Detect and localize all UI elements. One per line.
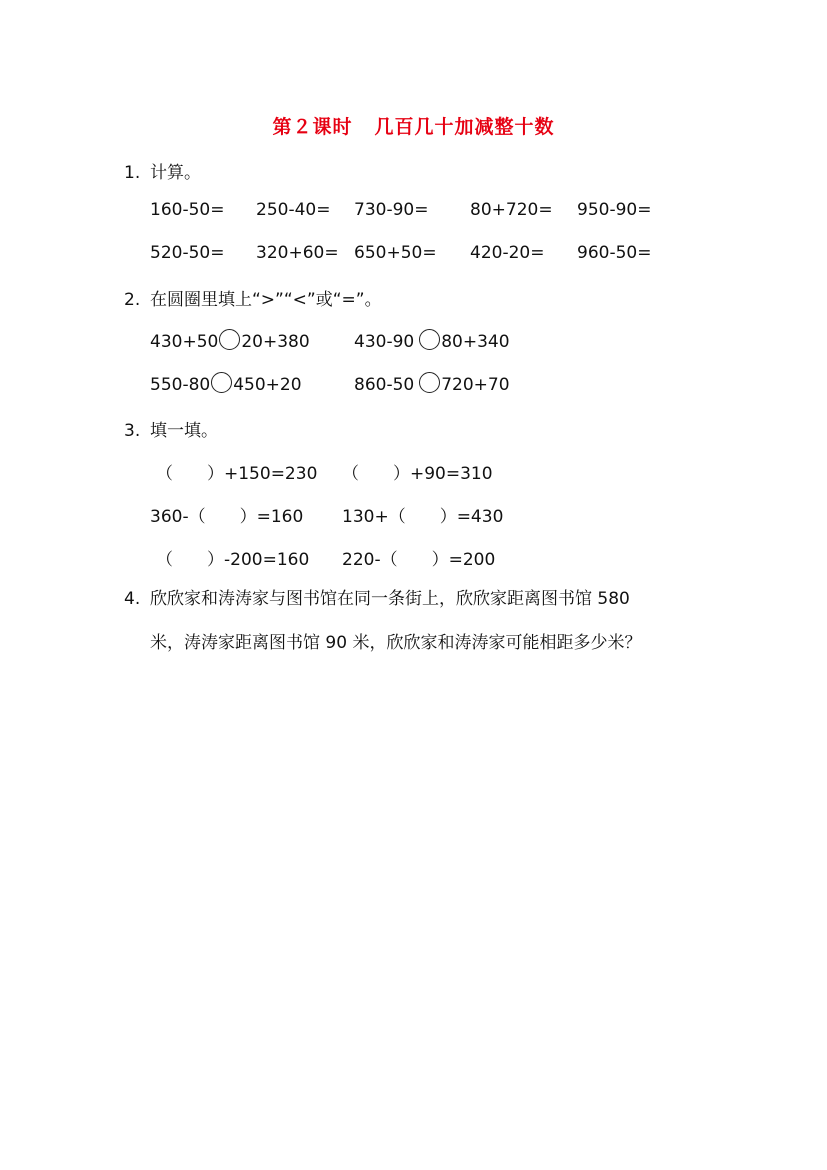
- compare-left: 860-50: [354, 375, 415, 395]
- calc-item: 250-40=: [256, 200, 331, 220]
- answer-circle[interactable]: [219, 329, 240, 350]
- question-1-heading: [124, 158, 201, 183]
- question-4: [124, 577, 724, 665]
- word-problem-line-1: 欣欣家和涛涛家与图书馆在同一条街上，欣欣家距离图书馆 580: [150, 589, 630, 609]
- calc-item: 320+60=: [256, 243, 339, 263]
- answer-circle[interactable]: [211, 372, 232, 393]
- question-number: 1.: [124, 163, 141, 183]
- answer-circle[interactable]: [419, 372, 440, 393]
- compare-item: [354, 329, 510, 352]
- question-number: 2.: [124, 290, 141, 310]
- compare-item: [354, 372, 510, 395]
- fill-blank-item[interactable]: （ ）+150=230: [156, 464, 318, 484]
- compare-row-2: [150, 372, 770, 396]
- question-text: 计算。: [150, 163, 201, 183]
- compare-item: [150, 372, 302, 395]
- calc-row-1: [150, 200, 770, 224]
- fill-row-2: [150, 502, 770, 526]
- lesson-topic: 几百几十加减整十数: [374, 116, 555, 138]
- page-title: [0, 112, 827, 139]
- word-problem-line-2: 米，涛涛家距离图书馆 90 米，欣欣家和涛涛家可能相距多少米？: [150, 633, 642, 653]
- fill-row-3: [150, 545, 770, 569]
- calc-item: 80+720=: [470, 200, 553, 220]
- compare-row-1: [150, 329, 770, 353]
- compare-right: 450+20: [233, 375, 302, 395]
- calc-item: 650+50=: [354, 243, 437, 263]
- compare-right: 20+380: [241, 332, 310, 352]
- compare-left: 550-80: [150, 375, 211, 395]
- fill-row-1: [150, 459, 770, 483]
- calc-item: 960-50=: [577, 243, 652, 263]
- answer-circle[interactable]: [419, 329, 440, 350]
- calc-item: 950-90=: [577, 200, 652, 220]
- compare-item: [150, 329, 310, 352]
- question-3-heading: [124, 416, 218, 441]
- calc-row-2: [150, 243, 770, 267]
- fill-blank-item[interactable]: （ ）+90=310: [342, 464, 493, 484]
- fill-blank-item[interactable]: 220-（ ）=200: [342, 550, 496, 570]
- question-number: 3.: [124, 421, 141, 441]
- question-number: 4.: [124, 589, 141, 609]
- question-2-heading: [124, 285, 382, 310]
- calc-item: 520-50=: [150, 243, 225, 263]
- fill-blank-item[interactable]: 130+（ ）=430: [342, 507, 504, 527]
- calc-item: 730-90=: [354, 200, 429, 220]
- calc-item: 420-20=: [470, 243, 545, 263]
- fill-blank-item[interactable]: （ ）-200=160: [156, 550, 310, 570]
- compare-right: 720+70: [441, 375, 510, 395]
- compare-right: 80+340: [441, 332, 510, 352]
- question-text: 填一填。: [150, 421, 218, 441]
- calc-item: 160-50=: [150, 200, 225, 220]
- compare-left: 430+50: [150, 332, 219, 352]
- compare-left: 430-90: [354, 332, 415, 352]
- lesson-number: 第２课时: [272, 116, 353, 138]
- fill-blank-item[interactable]: 360-（ ）=160: [150, 507, 304, 527]
- question-text: 在圆圈里填上“>”“<”或“=”。: [150, 290, 382, 310]
